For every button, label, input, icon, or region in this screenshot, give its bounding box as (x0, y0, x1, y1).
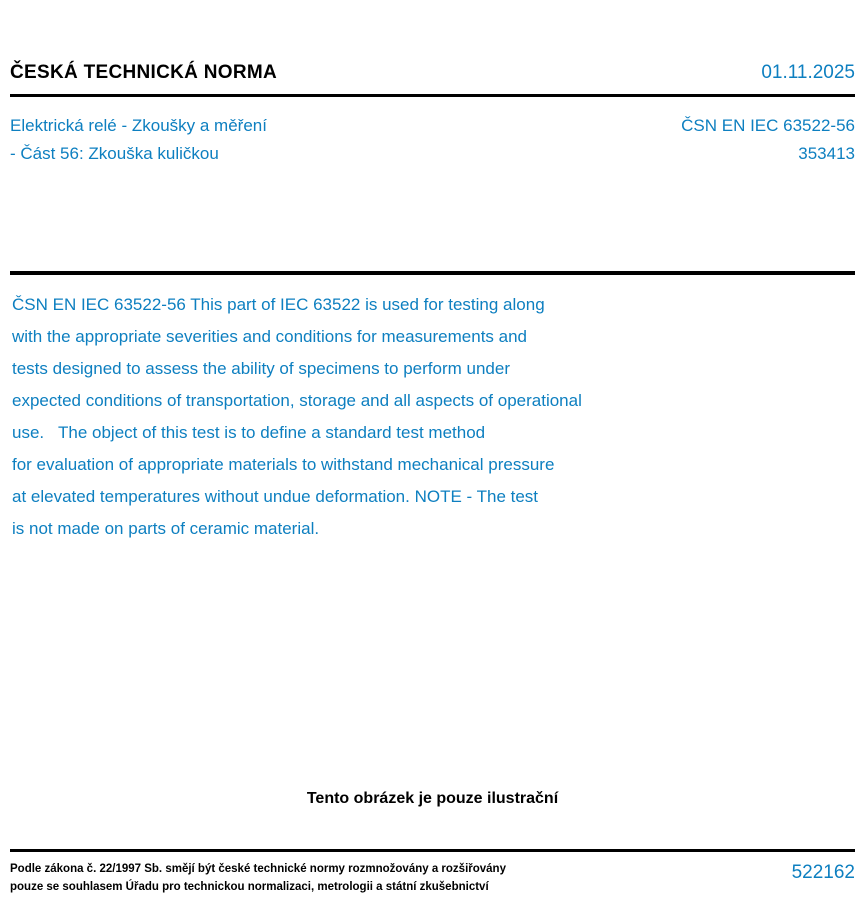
footer-legal-line-1: Podle zákona č. 22/1997 Sb. smějí být české technické normy rozmnožovány a rozšiřovány (10, 863, 506, 875)
abstract-line: ČSN EN IEC 63522-56 This part of IEC 63522 is used for testing along (12, 295, 545, 314)
footer-legal-line-2: pouze se souhlasem Úřadu pro technickou normalizaci, metrologii a státní zkušebnictví (10, 881, 489, 893)
abstract-line: is not made on parts of ceramic material. (12, 519, 320, 538)
abstract-line: for evaluation of appropriate materials to withstand mechanical pressure (12, 455, 555, 474)
footer-divider (10, 849, 855, 852)
catalog-number: 353413 (798, 144, 855, 163)
standard-title (10, 112, 267, 168)
standard-identifiers (681, 112, 855, 168)
illustration-disclaimer: Tento obrázek je pouze ilustrační (306, 790, 559, 807)
header-divider (10, 94, 855, 97)
abstract-line: expected conditions of transportation, storage and all aspects of operational (12, 391, 582, 410)
abstract-line: with the appropriate severities and conditions for measurements and (12, 327, 528, 346)
header (10, 62, 855, 84)
standard-number: ČSN EN IEC 63522-56 (681, 116, 855, 135)
abstract-line: at elevated temperatures without undue deformation. NOTE - The test (12, 487, 539, 506)
standard-title-line-2: - Část 56: Zkouška kuličkou (10, 144, 219, 163)
footer (10, 860, 855, 896)
abstract-line: tests designed to assess the ability of specimens to perform under (12, 359, 510, 378)
abstract-line: use. The object of this test is to define a standard test method (12, 423, 486, 442)
title-block (10, 112, 855, 168)
abstract-divider (10, 271, 855, 275)
publication-date: 01.11.2025 (761, 62, 855, 83)
footer-order-code: 522162 (791, 862, 855, 883)
abstract-text (12, 289, 845, 545)
footer-legal-notice (10, 860, 506, 896)
document-type-heading: ČESKÁ TECHNICKÁ NORMA (10, 62, 278, 83)
standard-title-line-1: Elektrická relé - Zkoušky a měření (10, 116, 267, 135)
